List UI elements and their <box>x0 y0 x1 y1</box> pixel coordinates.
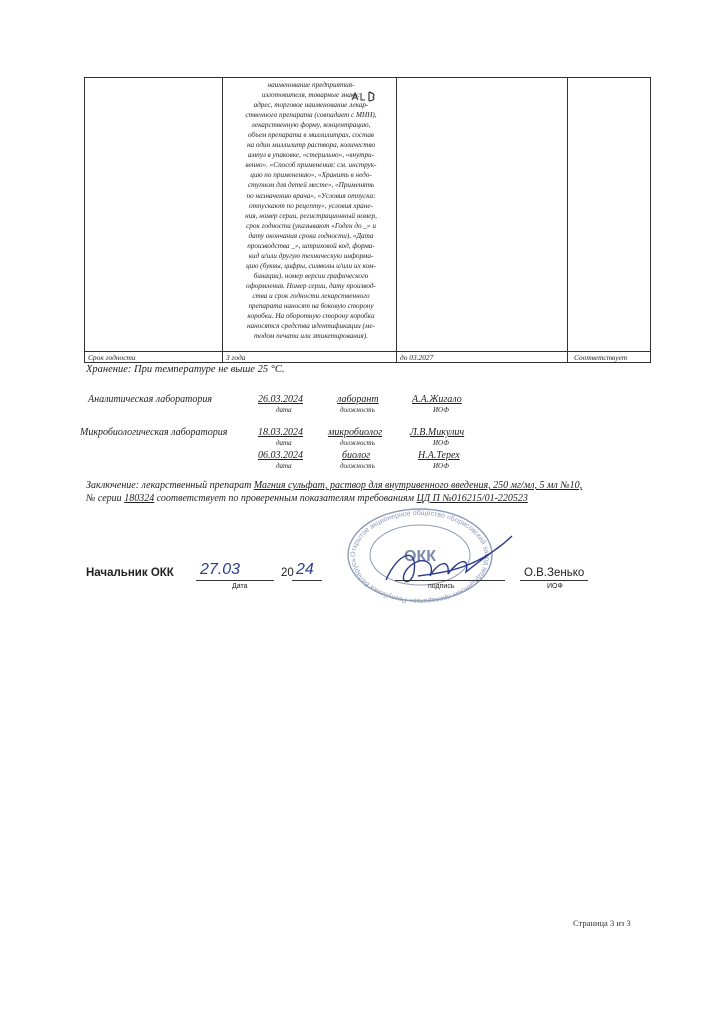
caption-iof: ИОФ <box>433 439 449 447</box>
caption-signature: подпись <box>428 583 455 590</box>
lab-iof: Н.А.Терех <box>418 450 460 461</box>
description-line: цию по применению», «Хранить в недо- <box>250 171 372 180</box>
description-line: на один миллилитр раствора, количество <box>246 141 376 150</box>
lab-position: микробиолог <box>328 427 383 438</box>
conclusion-series: 180324 <box>124 493 155 504</box>
table-border <box>84 77 85 363</box>
shelf-life-label: Срок годности <box>88 353 136 362</box>
caption-position: должность <box>340 439 375 447</box>
description-line: цию (буквы, цифры, символы и/или их ком- <box>246 261 376 270</box>
description-line: ступном для детей месте», «Применять <box>247 181 375 190</box>
head-day-month: 27.03 <box>200 561 241 578</box>
head-title: Начальник ОКК <box>86 567 174 579</box>
description-line: коробки. На оборотную сторону коробки <box>247 312 375 321</box>
caption-date: дата <box>276 439 292 447</box>
trademark-icon <box>349 90 379 104</box>
caption-date: дата <box>276 406 292 414</box>
table-border <box>84 77 650 78</box>
description-line: отпускают по рецепту», условия хране- <box>249 201 373 210</box>
description-line: тодом печати или этикетирования). <box>254 332 368 341</box>
caption-iof: ИОФ <box>433 406 449 414</box>
table-border <box>567 77 568 363</box>
description-line: оформления. Номер серии, дату производ- <box>246 281 376 290</box>
description-line: препарата наносят на боковую сторону <box>248 302 374 311</box>
caption-iof: ИОФ <box>547 583 563 590</box>
conclusion-doc: ЦД П №016215/01-220523 <box>416 493 528 504</box>
table-border <box>84 362 650 363</box>
head-year-suffix: 24 <box>296 561 314 578</box>
description-line: дату окончания срока годности), «Дата <box>248 231 374 240</box>
description-line: ния, номер серии, регистрационный номер, <box>245 211 377 220</box>
table-border <box>396 77 397 363</box>
table-border <box>84 351 650 352</box>
shelf-life-norm: 3 года <box>226 353 246 362</box>
conclusion-line-2 <box>86 493 528 504</box>
stamp-center-text: ОКК <box>404 548 436 565</box>
lab-name: Микробиологическая лаборатория <box>80 427 228 438</box>
conclusion-prefix: Заключение: лекарственный препарат <box>86 480 254 491</box>
year-underline <box>292 580 322 581</box>
labeling-description <box>226 80 396 341</box>
caption-date: дата <box>276 462 292 470</box>
stamp-ring-text: Открытое акционерное общество «Борисовский завод медицинских препаратов» Республика Беларусь <box>349 509 491 605</box>
caption-date: Дата <box>232 583 248 590</box>
description-line: срок годности (указывают «Годен до _» и <box>246 221 376 230</box>
specification-table <box>84 77 650 363</box>
page-number: Страница 3 из 3 <box>573 918 631 928</box>
description-line: производства _», штриховой код, форма- <box>247 241 375 250</box>
description-line: ственного препарата (совпадает с МНН), <box>245 111 377 120</box>
head-year-prefix: 20 <box>281 567 294 579</box>
name-underline <box>520 580 588 581</box>
description-line: изготовителя, товарные знаки: <box>261 91 361 100</box>
lab-date: 06.03.2024 <box>258 450 303 461</box>
lab-iof: Л.В.Микулич <box>410 427 465 438</box>
head-name: О.В.Зенько <box>524 567 585 579</box>
lab-position: биолог <box>342 450 371 461</box>
description-line: кид и/или другую техническую информа- <box>248 251 374 260</box>
caption-iof: ИОФ <box>433 462 449 470</box>
conclusion-series-prefix: № серии <box>86 493 125 504</box>
lab-name: Аналитическая лаборатория <box>88 394 212 405</box>
conclusion-suffix: соответствует по проверенным показателям требованиям <box>154 493 417 504</box>
description-line: ампул в упаковке, «стерильно», «внутри- <box>247 151 375 160</box>
signature-underline <box>395 580 505 581</box>
lab-position: лаборант <box>337 394 379 405</box>
date-underline <box>196 580 274 581</box>
storage-condition: Хранение: При температуре не выше 25 °С. <box>86 364 285 375</box>
description-line: объем препарата в миллилитрах, состав <box>247 131 375 140</box>
shelf-life-result: до 03.2027 <box>400 353 434 362</box>
description-line: ства и срок годности лекарственного <box>252 291 370 300</box>
caption-position: должность <box>340 406 375 414</box>
table-border <box>650 77 651 363</box>
lab-iof: А.А.Жигало <box>412 394 462 405</box>
description-line: наименование предприятия- <box>267 81 355 89</box>
table-border <box>222 77 223 363</box>
lab-date: 18.03.2024 <box>258 427 303 438</box>
description-line: лекарственную форму, концентрацию, <box>251 121 371 130</box>
conclusion-product: Магния сульфат, раствор для внутривенного введения, 250 мг/мл, 5 мл №10, <box>253 480 583 491</box>
description-line: по назначению врача», «Условия отпуска: <box>246 191 376 200</box>
description-line: венно». «Способ применения: см. инструк- <box>245 161 377 170</box>
description-line: наносятся средства идентификации (ме- <box>246 322 376 331</box>
conclusion-line-1 <box>86 480 582 491</box>
caption-position: должность <box>340 462 375 470</box>
lab-date: 26.03.2024 <box>258 394 303 405</box>
description-line: бинации), номер версии графического <box>253 271 369 280</box>
description-line: адрес, торговое наименование лекар- <box>253 101 369 110</box>
shelf-life-conclusion: Соответствует <box>574 353 628 362</box>
